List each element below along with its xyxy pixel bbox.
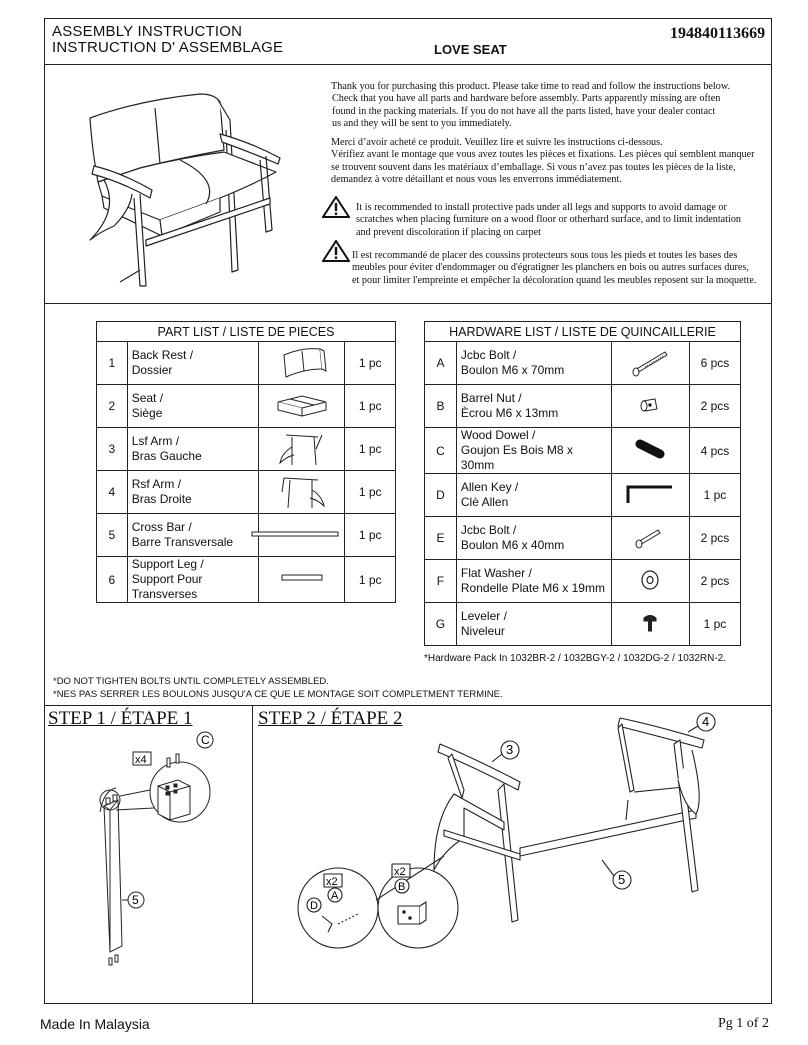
hardware-qty: 1 pc [689,474,740,517]
intro-fr-line: se trouvent souvent dans les matériaux d’emballage. Si vous n’avez pas toutes les pièces de la liste, [331,161,736,173]
hardware-qty: 2 pcs [689,517,740,560]
hardware-name [456,342,611,385]
seat-icon [272,388,332,422]
part-list-table [96,321,396,603]
hardware-picture [611,474,689,517]
intro-en-line: us and they will be sent to you immediately. [332,118,512,130]
warning-french [352,250,772,287]
hardware-picture [611,517,689,560]
hardware-picture [611,385,689,428]
step-2-qty-a: x2 [326,876,338,888]
part-qty: 1 pc [345,342,396,385]
hardware-name [456,428,611,474]
right-arm-part [618,718,704,748]
hardware-name [456,603,611,646]
short-bolt-icon [630,522,670,552]
part-name-fr: Dossier [131,363,173,377]
hardware-name-en: Flat Washer / [460,566,532,580]
part-number: 4 [97,471,128,514]
hardware-name-fr: Clè Allen [460,495,509,509]
part-name [127,385,258,428]
part-name-fr: Bras Gauche [131,449,202,463]
part-name-en: Support Leg / [131,557,204,571]
part-number: 2 [97,385,128,428]
hardware-row [425,560,741,603]
part-picture [258,428,345,471]
cross-bar-part [520,810,696,856]
part-name [127,557,258,603]
hardware-row [425,428,741,474]
intro-french [331,137,771,187]
part-picture [258,557,345,603]
hardware-name [456,385,611,428]
cross-bar-icon [250,524,340,544]
warning-english [356,202,776,239]
intro-english [331,81,766,131]
hardware-qty: 2 pcs [689,560,740,603]
hardware-name-fr: Rondelle Plate M6 x 19mm [460,581,605,595]
hardware-letter: F [425,560,457,603]
part-name [127,428,258,471]
part-picture [258,385,345,428]
steps-separator [252,705,253,1004]
hardware-qty: 1 pc [689,603,740,646]
title-english: ASSEMBLY INSTRUCTION [52,23,243,40]
part-row [97,342,396,385]
part-name-en: Seat / [131,391,164,405]
intro-en-line: Check that you have all parts and hardware before assembly. Parts apparently missing are often [332,93,721,105]
part-row [97,514,396,557]
step-1-qty-label: x4 [135,754,147,766]
part-name [127,514,258,557]
hardware-name-fr: Goujon Es Bois M8 x 30mm [460,443,573,472]
hardware-name [456,517,611,560]
hardware-name-fr: Boulon M6 x 70mm [460,363,565,377]
hardware-qty: 4 pcs [689,428,740,474]
hardware-name-en: Jcbc Bolt / [460,348,517,362]
part-row [97,385,396,428]
step-2-diagram [258,710,768,1000]
part-qty: 1 pc [345,385,396,428]
support-leg-icon [272,568,332,588]
hardware-letter: A [425,342,457,385]
note-english: *DO NOT TIGHTEN BOLTS UNTIL COMPLETELY ASSEMBLED. [53,676,329,687]
support-leg-part [104,800,122,952]
part-list-header: PART LIST / LISTE DE PIECES [97,322,396,342]
hardware-qty: 2 pcs [689,385,740,428]
hardware-qty: 6 pcs [689,342,740,385]
hardware-row [425,342,741,385]
hardware-row [425,385,741,428]
left-arm-icon [272,429,332,467]
step-2-qty-b: x2 [394,866,406,878]
hardware-name-en: Jcbc Bolt / [460,523,517,537]
warning-icon [322,196,350,218]
hardware-letter: B [425,385,457,428]
hardware-name-fr: Ècrou M6 x 13mm [460,406,559,420]
part-name-fr: Barre Transversale [131,535,234,549]
step-1-callout-letter: C [201,733,210,747]
hardware-name-en: Allen Key / [460,480,519,494]
step-2-title: STEP 2 / ÉTAPE 2 [258,708,403,729]
love-seat-illustration [80,90,300,290]
title-french: INSTRUCTION D' ASSEMBLAGE [52,39,284,56]
hardware-letter: C [425,428,457,474]
hardware-name-fr: Boulon M6 x 40mm [460,538,565,552]
part-picture [258,471,345,514]
step-2-bar-number: 5 [618,872,626,887]
barrel-nut-icon [635,393,665,417]
product-code: 194840113669 [670,25,766,42]
part-number: 1 [97,342,128,385]
footer-origin: Made In Malaysia [40,1016,150,1032]
warning-fr-line: et pour limiter l'empreinte et empêcher la décoloration quand les meubles reposent sur la moquette. [352,274,757,286]
part-name-en: Back Rest / [131,348,194,362]
hardware-row [425,517,741,560]
intro-en-line: found in the packing materials. If you do not have all the parts listed, have your dealer contact [332,105,716,117]
hardware-list-table [424,321,741,646]
page-number: Pg 1 of 2 [718,1016,769,1031]
part-name-fr: Bras Droite [131,492,192,506]
flat-washer-icon [635,565,665,595]
hardware-picture [611,428,689,474]
warning-fr-line: meubles pour éviter d'endommager ou d'égratigner les planchers en bois ou autres surfaces dures, [352,262,749,274]
steps-divider [44,705,772,706]
part-qty: 1 pc [345,471,396,514]
part-name [127,342,258,385]
step-2-left-arm-number: 3 [506,742,514,757]
hardware-letter: G [425,603,457,646]
part-row [97,428,396,471]
step-1-title: STEP 1 / ÉTAPE 1 [48,708,193,729]
hardware-letter: D [425,474,457,517]
hardware-name [456,560,611,603]
part-picture [258,514,345,557]
hardware-row [425,603,741,646]
intro-en-line: Thank you for purchasing this product. Please take time to read and follow the instructions below. [331,81,731,92]
part-row [97,471,396,514]
step-2-letter-d: D [310,900,318,912]
note-french: *NES PAS SERRER LES BOULONS JUSQU'A CE QUE LE MONTAGE SOIT COMPLETMENT TERMINE. [53,689,503,700]
wood-dowel-icon [630,434,670,464]
step-1-diagram [60,730,240,980]
hardware-letter: E [425,517,457,560]
hardware-name-en: Barrel Nut / [460,391,522,405]
right-arm-icon [272,472,332,510]
step-1-part-number: 5 [132,893,139,907]
hardware-footnote: *Hardware Pack In 1032BR-2 / 1032BGY-2 / 1032DG-2 / 1032RN-2. [424,653,727,664]
part-qty: 1 pc [345,428,396,471]
intro-fr-line: Merci d’avoir acheté ce produit. Veuillez lire et suivre les instructions ci-dessous. [331,137,663,148]
product-name: LOVE SEAT [434,42,507,57]
part-number: 5 [97,514,128,557]
hardware-picture [611,603,689,646]
part-row [97,557,396,603]
header-divider [44,64,772,65]
step-2-letter-a: A [331,890,339,902]
allen-key-icon [622,479,678,509]
part-qty: 1 pc [345,514,396,557]
warning-en-line: scratches when placing furniture on a wood floor or otherhard surface, and to limit indentation [356,214,742,226]
hardware-list-header: HARDWARE LIST / LISTE DE QUINCAILLERIE [425,322,741,342]
hardware-picture [611,342,689,385]
back-rest-icon [272,343,332,381]
warning-fr-line: Il est recommandé de placer des coussins protecteurs sous tous les pieds et toutes les bases des [352,250,738,261]
part-name-en: Cross Bar / [131,520,192,534]
hardware-row [425,474,741,517]
warning-en-line: It is recommended to install protective pads under all legs and supports to avoid damage or [356,202,727,213]
hardware-name-en: Wood Dowel / [460,428,536,442]
step-2-right-arm-number: 4 [702,714,710,729]
intro-fr-line: demandez à votre détaillant et nous vous les enverrons immédiatement. [331,174,622,186]
part-name [127,471,258,514]
hardware-name-en: Leveler / [460,609,507,623]
intro-fr-line: Vérifiez avant le montage que vous avez toutes les pièces et fixations. Les pièces qui semblent manquer [331,149,755,161]
long-bolt-icon [625,344,675,380]
warning-en-line: and prevent discoloration if placing on carpet [356,226,542,238]
part-number: 3 [97,428,128,471]
step-2-letter-b: B [398,881,406,893]
intro-divider [44,303,772,304]
leveler-icon [635,608,665,638]
hardware-name-fr: Niveleur [460,624,505,638]
part-name-en: Rsf Arm / [131,477,182,491]
part-qty: 1 pc [345,557,396,603]
part-name-fr: Siège [131,406,163,420]
hardware-picture [611,560,689,603]
part-name-fr: Support Pour Transverses [131,572,203,601]
hardware-name [456,474,611,517]
part-picture [258,342,345,385]
warning-icon [322,240,350,262]
part-name-en: Lsf Arm / [131,434,180,448]
part-number: 6 [97,557,128,603]
